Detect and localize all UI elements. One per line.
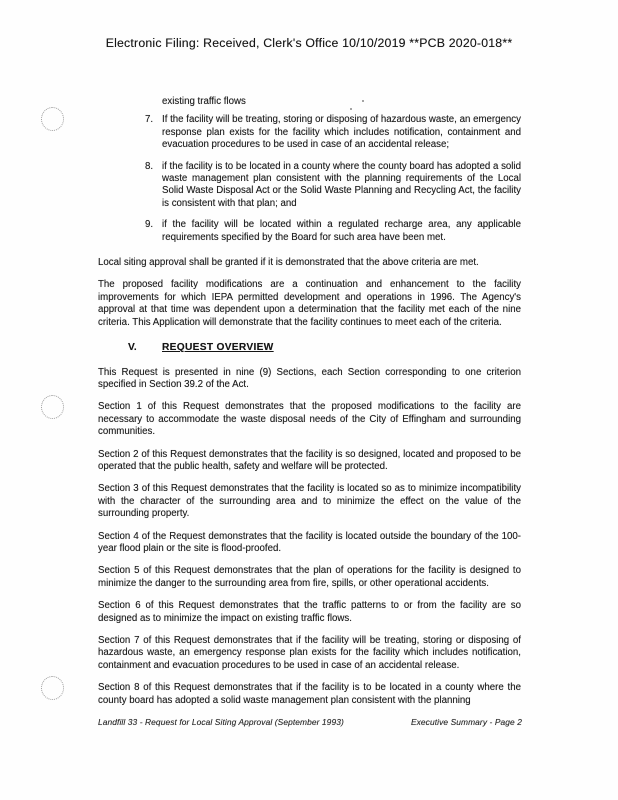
paragraph-section-8: Section 8 of this Request demonstrates that if the facility is to be located in a county where the county board has adopted a solid waste management plan consistent with the planning xyxy=(98,682,521,706)
paragraph-section-4: Section 4 of the Request demonstrates that the facility is located outside the boundary of the 100-year flood plain or the site is flood-proofed. xyxy=(98,530,521,554)
criterion-item-8 xyxy=(98,161,521,211)
continuation-line: existing traffic flows xyxy=(162,96,246,107)
criterion-text: if the facility will be located within a regulated recharge area, any applicable requirements specified by the Board for such area have been met. xyxy=(162,219,521,243)
footer-page-label: Executive Summary - Page 2 xyxy=(410,717,522,727)
paragraph-section-2: Section 2 of this Request demonstrates that the facility is so designed, located and proposed to be operated that the public health, safety and welfare will be protected. xyxy=(98,448,521,472)
paragraph-proposed-modifications: The proposed facility modifications are a continuation and enhancement to the facility improvements for which IEPA permitted development and operations in 1996. The Agency's approval at that time was dependent upon a determination that the facility met each of the nine criteria. This Application will demonstrate that the facility continues to meet each of the criteria. xyxy=(98,279,521,328)
paragraph-overview-intro: This Request is presented in nine (9) Sections, each Section corresponding to one criterion specified in Section 39.2 of the Act. xyxy=(98,366,521,390)
punch-hole-bottom xyxy=(41,676,64,700)
paragraph-section-5: Section 5 of this Request demonstrates that the plan of operations for the facility is designed to minimize the danger to the surrounding area from fire, spills, or other operational accidents. xyxy=(98,565,521,589)
criterion-item-7 xyxy=(98,114,521,151)
page-footer xyxy=(98,717,522,727)
document-body xyxy=(98,96,521,717)
criterion-number: 7. xyxy=(145,114,154,126)
criterion-text: If the facility will be treating, storing or disposing of hazardous waste, an emergency response plan exists for the facility which includes notification, containment and evacuation procedures to be used in case of an accidental release; xyxy=(162,114,521,151)
paragraph-section-1: Section 1 of this Request demonstrates that the proposed modifications to the facility are necessary to accommodate the waste disposal needs of the City of Effingham and surrounding communities. xyxy=(98,401,521,438)
paragraph-siting-approval: Local siting approval shall be granted if it is demonstrated that the above criteria are met. xyxy=(98,257,479,269)
criterion-number: 8. xyxy=(145,160,154,172)
criterion-text: if the facility is to be located in a county where the county board has adopted a solid waste management plan consistent with the planning requirements of the Local Solid Waste Disposal Act or the Solid Waste Planning and Recycling Act, the facility is consistent with that plan; and xyxy=(162,160,521,209)
paragraph-section-7: Section 7 of this Request demonstrates that if the facility will be treating, storing or disposing of hazardous waste, an emergency response plan exists for the facility which includes notification, containment and evacuation procedures to be used in case of an accidental release. xyxy=(98,635,521,671)
footer-document-title: Landfill 33 - Request for Local Siting Approval (September 1993) xyxy=(98,717,344,727)
heading-title: REQUEST OVERVIEW xyxy=(162,342,274,354)
punch-hole-top xyxy=(41,107,64,131)
request-overview-heading xyxy=(98,342,521,354)
heading-number: V. xyxy=(128,342,137,354)
paragraph-section-3: Section 3 of this Request demonstrates that the facility is located so as to minimize incompatibility with the character of the surrounding area and to minimize the effect on the value of the surrounding property. xyxy=(98,483,521,520)
criterion-item-9 xyxy=(98,219,521,244)
paragraph-section-6: Section 6 of this Request demonstrates that the traffic patterns to or from the facility are so designed as to minimize the impact on existing traffic flows. xyxy=(98,600,521,624)
electronic-filing-header: Electronic Filing: Received, Clerk's Office 10/10/2019 **PCB 2020-018** xyxy=(105,36,513,50)
criterion-number: 9. xyxy=(145,219,154,231)
punch-hole-middle xyxy=(41,395,64,419)
